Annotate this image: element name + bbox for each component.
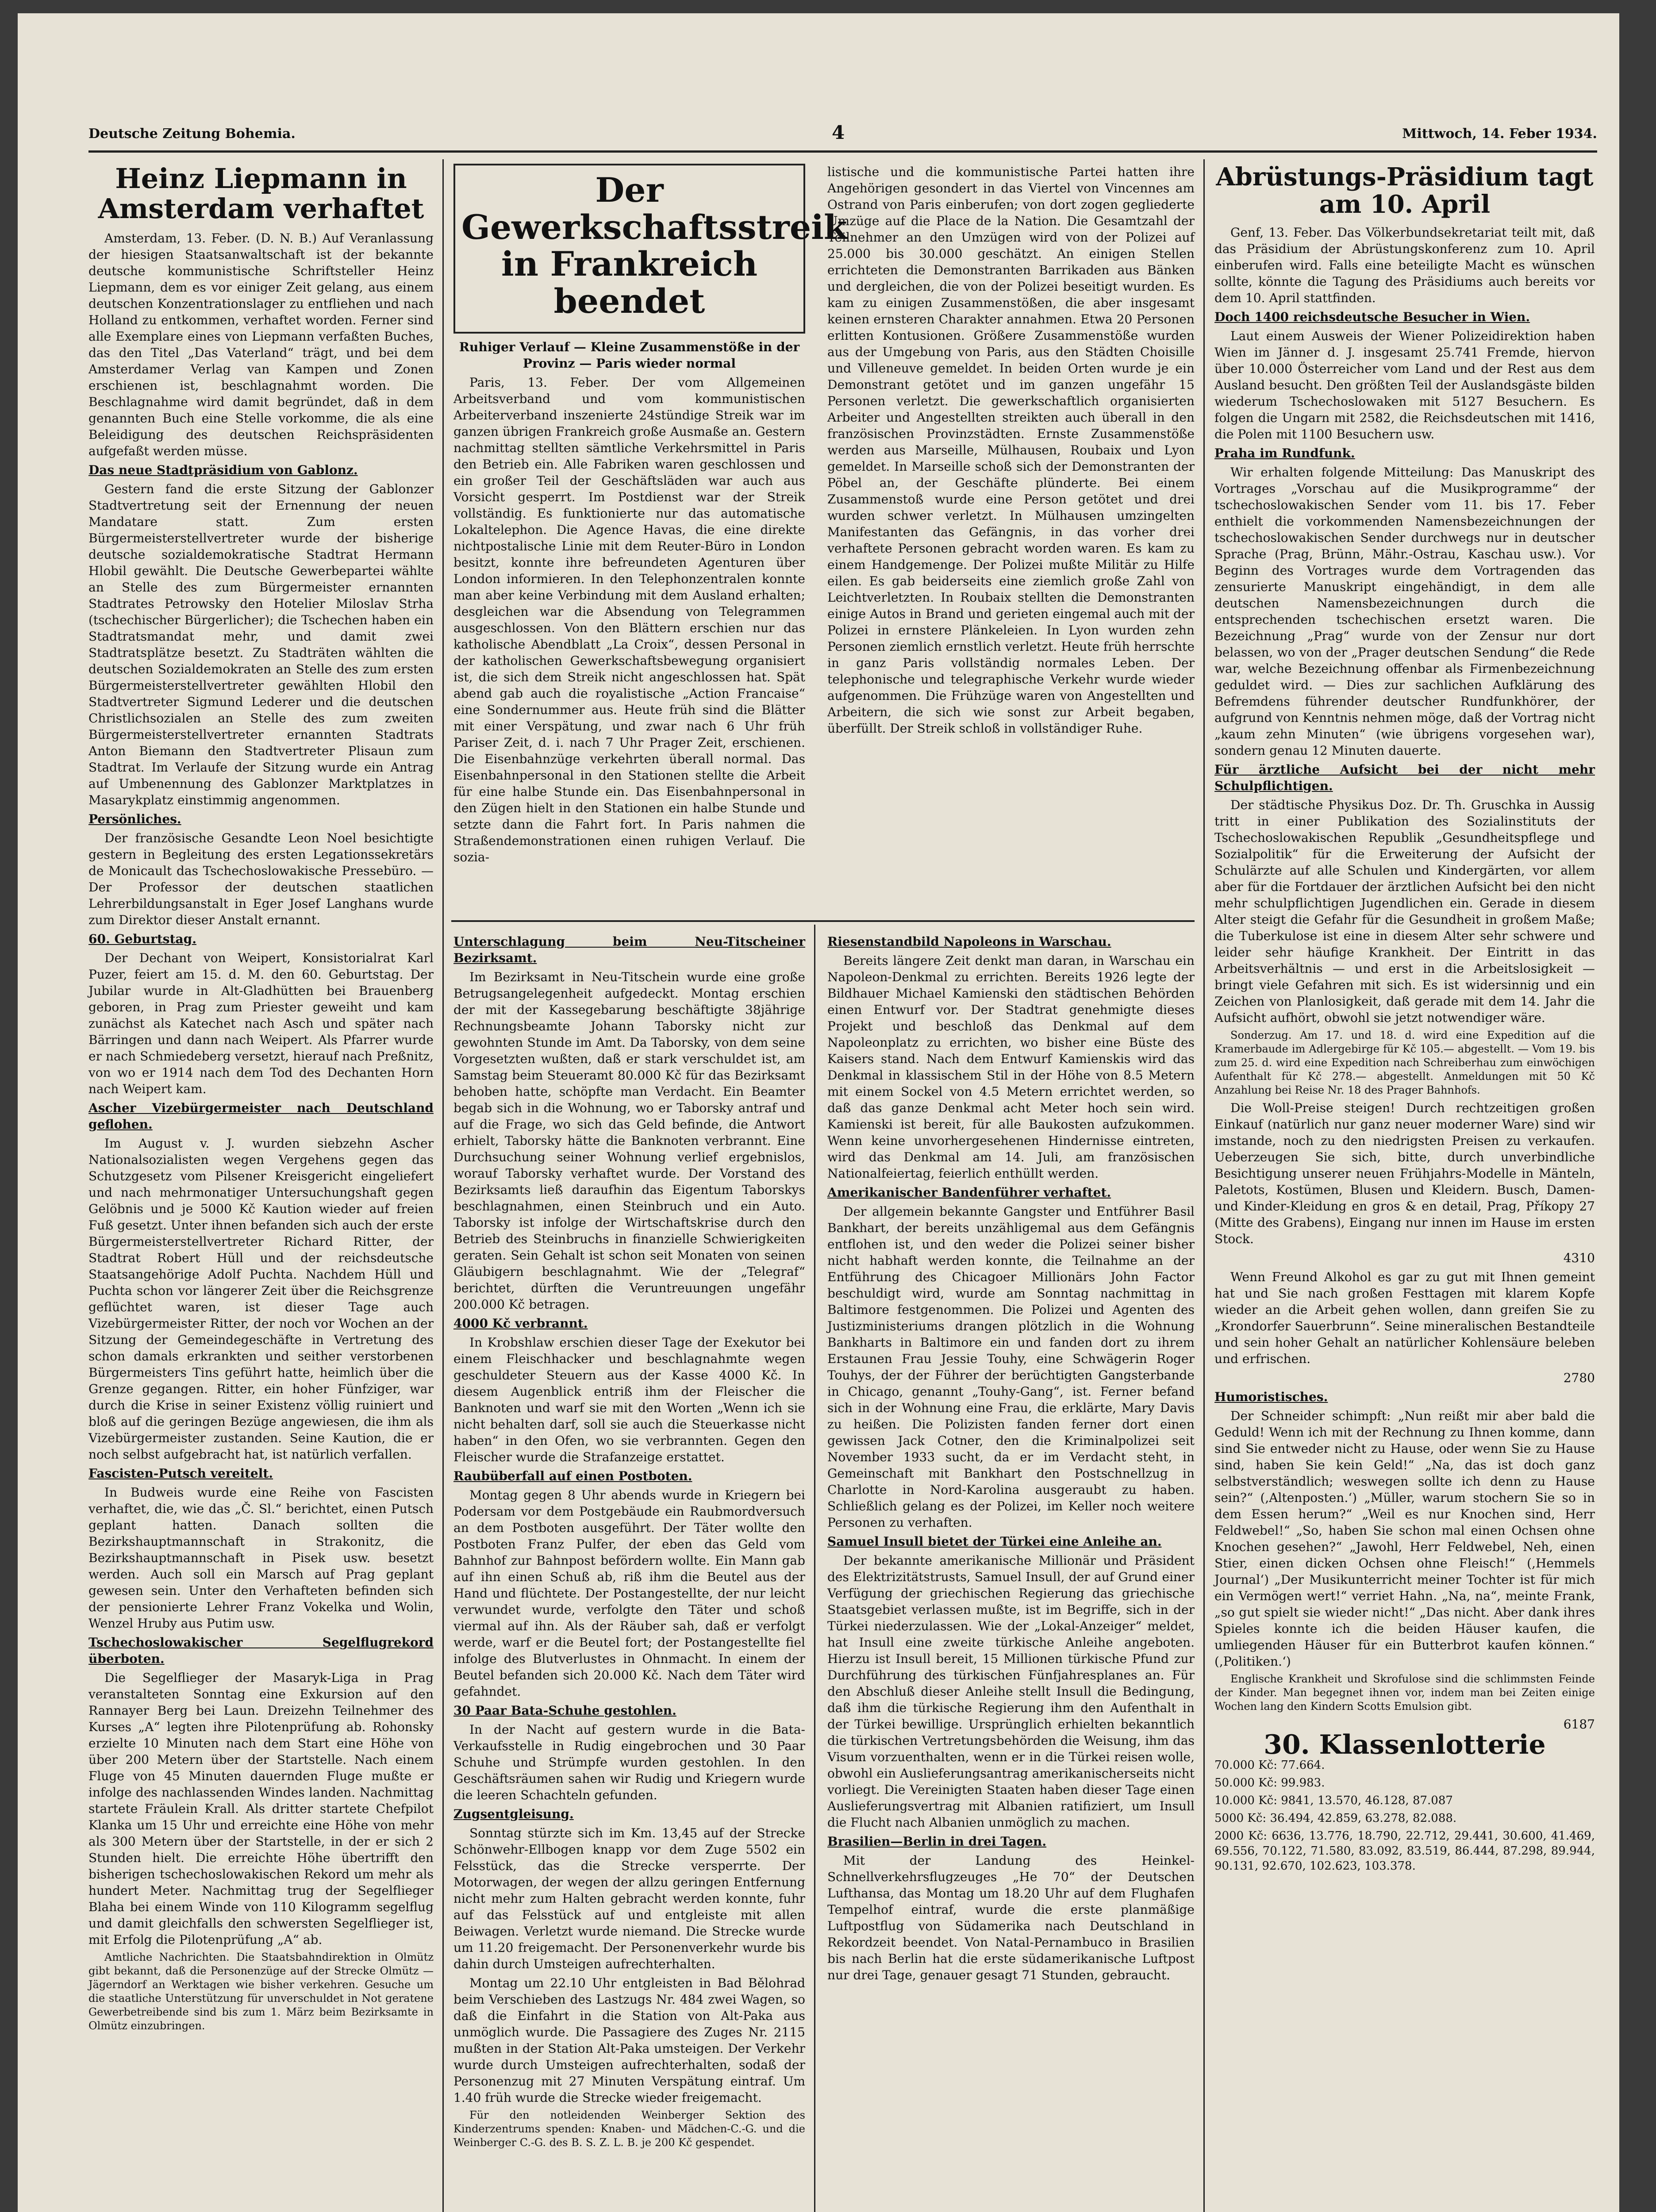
article-subtitle: Ruhiger Verlauf — Kleine Zusammenstöße in der Provinz — Paris wieder normal [459,340,800,371]
section-heading: Brasilien—Berlin in drei Tagen. [827,1834,1047,1849]
section-heading: 60. Geburtstag. [88,932,196,947]
article-text: Sonntag stürzte sich im Km. 13,45 auf der Strecke Schönwehr-Ellbogen knapp vor dem Zuge 5502 ein Felsstück, das die Strecke versperrte. Der Motorwagen, der wegen der allzu geringen Entfernung nicht mehr zum Halten gebracht werden konnte, fuhr auf das Felsstück auf und entgleiste mit allen Beiwagen. Verletzt wurde niemand. Die Strecke wurde um 11.20 freigemacht. Der Personenverkehr wurde bis dahin durch Umsteigen aufrechterhalten. [453,1826,805,1971]
column-rule [1203,159,1205,2212]
article-text: Montag um 22.10 Uhr entgleisten in Bad Bělohrad beim Verschieben des Lastzugs Nr. 484 zwei Wagen, so daß die Einfahrt in die Station von Alt-Paka aus unmöglich wurde. Die Passagiere des Zuges Nr. 2115 mußten in der Station Alt-Paka umsteigen. Der Verkehr wurde durch Umsteigen aufrechterhalten, sodaß der Personenzug mit 27 Minuten Verspätung eintraf. Um 1.40 früh wurde die Strecke wieder freigemacht. [453,1976,805,2105]
column-2-bottom [453,933,805,2212]
section-heading: Fascisten-Putsch vereitelt. [88,1466,273,1481]
article-text: Paris, 13. Feber. Der vom Allgemeinen Arbeitsverband und vom kommunistischen Arbeiterverband inszenierte 24stündige Streik war im ganzen übrigen Frankreich große Ausmaße an. Gestern nachmittag stellten sämtliche Verkehrsmittel in Paris den Betrieb ein. Alle Fabriken waren geschlossen und ein großer Teil der Geschäftsläden war auch aus Vorsicht gesperrt. Im Postdienst war der Streik vollständig. Es funktionierte nur das automatische Lokaltelephon. Die Agence Havas, die eine direkte nichtpostalische Linie mit dem Reuter-Büro in London besitzt, konnte ihre befreundeten Agenturen über London informieren. In den Telephonzentralen konnte man aber keine Verbindung mit dem Ausland erhalten; desgleichen war die Absendung von Telegrammen ausgeschlossen. Von den Blättern erschien nur das katholische Abendblatt „La Croix“, dessen Personal in der katholischen Gewerkschaftsbewegung organisiert ist, die sich dem Streik nicht angeschlossen hat. Spät abend gab auch die royalistische „Action Francaise“ eine Sondernummer aus. Heute früh sind die Blätter mit einer Verspätung, und zwar nach 6 Uhr früh Pariser Zeit, d. i. nach 7 Uhr Prager Zeit, erschienen. Die Eisenbahnzüge verkehrten überall normal. Das Eisenbahnpersonal in den Stationen stellte die Arbeit für eine halbe Stunde ein. Das Eisenbahnpersonal in den Zügen hielt in den Stationen ein halbe Stunde und setzte dann die Fahrt fort. In Paris nahmen die Straßendemonstrationen einen ruhigen Verlauf. Die sozia- [453,375,805,865]
article-text: Für den notleidenden Weinberger Sektion des Kinderzentrums spenden: Knaben- und Mädchen-C.-G. und die Weinberger C.-G. des B. S. Z. L. B. je 200 Kč gespendet. [453,2109,805,2149]
article-text: Bereits längere Zeit denkt man daran, in Warschau ein Napoleon-Denkmal zu errichten. Bereits 1926 legte der Bildhauer Michael Kamienski den städtischen Behörden einen Entwurf vor. Der Stadtrat genehmigte dieses Projekt und beschloß das Denkmal auf dem Napoleonplatz zu errichten, wo bisher eine Büste des Kaisers stand. Nach dem Entwurf Kamienskis wird das Denkmal in klassischem Stil in der Höhe von 8.5 Metern mit einem Sockel von 4.5 Metern errichtet werden, so daß das ganze Denkmal acht Meter hoch sein wird. Kamienski ist bereit, für alle Baukosten aufzukommen. Wenn keine unvorhergesehenen Hindernisse eintreten, wird das Denkmal am 14. Juli, am französischen Nationalfeiertag, feierlich enthüllt werden. [827,953,1195,1181]
lottery-title: 30. Klassenlotterie [1264,1729,1546,1761]
article-text: Wir erhalten folgende Mitteilung: Das Manuskript des Vortrages „Vorschau auf die Musikprogramme“ der tschechoslowakischen Sender vom 11. bis 17. Feber enthielt die vorkommenden Namensbezeichnungen der tschechoslowakischen Sender durchwegs nur in deutscher Sprache (Prag, Brünn, Mähr.-Ostrau, Kaschau usw.). Vor Beginn des Vortrages wurde dem Vortragenden das zensurierte Manuskript eingehändigt, in dem alle deutschen Namensbezeichnungen durch die entsprechenden tschechischen ersetzt waren. Die Bezeichnung „Prag“ wurde von der Zensur nur dort belassen, wo von der „Prager deutschen Sendung“ die Rede war, welche Bezeichnung offenbar als Firmenbezeichnung geduldet wird. — Dies zur sachlichen Aufklärung des Befremdens führender deutscher Rundfunkhörer, der aufgrund von Kenntnis nehmen möge, daß der Vortrag nicht „kaum zehn Minuten“ (wie übrigens vorgesehen war), sondern genau 12 Minuten dauerte. [1214,465,1595,758]
issue-date: Mittwoch, 14. Feber 1934. [1402,126,1597,142]
section-rule [451,920,1195,922]
section-heading: Persönliches. [88,812,181,827]
article-text: Amtliche Nachrichten. Die Staatsbahndirektion in Olmütz gibt bekannt, daß die Personenzüge auf der Strecke Olmütz — Jägerndorf an Werktagen wie bisher verkehren. Gesuche um die staatliche Unterstützung für unverschuldet in Not geratene Gewerbetreibende sind bis zum 1. März beim Bezirksamte in Olmütz einzubringen. [88,1951,434,2032]
column-2-top [453,164,847,916]
section-heading: Tschechoslowakischer Segelflugrekord überboten. [88,1635,434,1667]
section-heading: Raubüberfall auf einen Postboten. [453,1469,692,1483]
article-text: Der Schneider schimpft: „Nun reißt mir aber bald die Geduld! Wenn ich mit der Rechnung zu Ihnen komme, dann sind Sie entweder nicht zu Hause, oder wenn Sie zu Hause sind, haben Sie kein Geld!“ „Na, das ist doch ganz selbstverständlich; weswegen sollte ich denn zu Hause sein?“ (,Altenposten.‘) „Müller, warum stochern Sie so in dem Essen herum?“ „Weil es nur Knochen sind, Herr Feldwebel!“ „So, haben Sie schon mal einen Ochsen ohne Knochen gesehen?“ „Jawohl, Herr Feldwebel, Neh, einen Stier, einen dicken Ochsen ohne Fleisch!“ (,Hemmels Journal‘) „Der Musikunterricht meiner Tochter ist für mich ein Vermögen wert!“ verriet Hahn. „Na, na“, meinte Frank, „so gut spielt sie wieder nicht!“ „Das nicht. Aber dank ihres Spieles konnte ich die beiden Häuser kaufen, die umliegenden Häuser für ein Butterbrot kaufen können.“ (,Politiken.‘) [1214,1409,1595,1669]
lottery-row: 70.000 Kč: 77.664. [1214,1759,1325,1772]
article-text: Gestern fand die erste Sitzung der Gablonzer Stadtvertretung seit der Ernennung der neuen Mandatare statt. Zum ersten Bürgermeisterstellvertreter wurde der bisherige deutsche sozialdemokratische Stadtrat Hermann Hlobil gewählt. Die Deutsche Gewerbepartei wählte an Stelle des zum Bürgermeister ernannten Stadtrates Petrowsky den Hotelier Miloslav Strha (tschechischer Bürgerlicher); die Tschechen haben ein Stadtratsmandat mehr, und damit zwei Stadtratsplätze besetzt. Zu Stadträten wählten die deutschen Sozialdemokraten an Stelle des zum ersten Bürgermeisterstellvertreter gewählten Hlobil den Stadtvertreter Sigmund Lederer und die deutschen Christlichsozialen an Stelle des zum zweiten Bürgermeisterstellvertreter ernannten Stadtrats Anton Biemann den Stadtvertreter Plisaun zum Stadtrat. Im Verlaufe der Sitzung wurde ein Antrag auf Umbenennung des Gablonzer Marktplatzes in Masarykplatz einstimmig angenommen. [88,482,434,808]
article-text: Die Segelflieger der Masaryk-Liga in Prag veranstalteten Sonntag eine Exkursion auf den Rannayer Berg bei Laun. Dreizehn Teilnehmer des Kurses „A“ legten ihre Pilotenprüfung ab. Rohonsky erzielte 10 Minuten nach dem Start eine Höhe von über 200 Metern über der Startstelle. Nach einem Fluge von 45 Minuten dauernden Fluge mußte er infolge des nachlassenden Windes landen. Nachmittag startete Fräulein Krall. Als dritter startete Chefpilot Klanka um 15 Uhr und erreichte eine Höhe von mehr als 300 Metern über der Startstelle, in der er sich 2 Stunden hielt. Die erreichte Höhe übertrifft den bisherigen tschechoslowakischen Rekord um mehr als hundert Meter. Nachmittag trug der Segelflieger Blaha bei einem Winde von 110 Kilogramm segelflug und damit gleichfalls den schwersten Segelflieger ist, mit Erfolg die Pilotenprüfung „A“ ab. [88,1671,434,1947]
section-heading: Unterschlagung beim Neu-Titscheiner Bezirksamt. [453,934,805,965]
section-heading: Riesenstandbild Napoleons in Warschau. [827,934,1111,949]
ad-number: 6187 [1563,1717,1595,1732]
ad-number: 4310 [1563,1251,1595,1266]
article-text: Mit der Landung des Heinkel-Schnellverkehrsflugzeuges „He 70“ der Deutschen Lufthansa, das Montag um 18.20 Uhr auf dem Flughafen Tempelhof eintraf, wurde die erste planmäßige Luftpostflug von Südamerika nach Deutschland in Rekordzeit beendet. Von Natal-Pernambuco in Brasilien bis nach Berlin hat die erste südamerikanische Luftpost nur drei Tage, genauer gesagt 71 Stunden, gebraucht. [827,1853,1195,1982]
lottery-row: 50.000 Kč: 99.983. [1214,1776,1325,1790]
section-heading: Das neue Stadtpräsidium von Gablonz. [88,463,358,478]
section-heading: Ascher Vizebürgermeister nach Deutschland geflohen. [88,1101,434,1132]
headline-box [453,164,847,334]
article-title-liepmann: Heinz Liepmann in Amsterdam verhaftet [98,162,424,225]
section-heading: Für ärztliche Aufsicht bei der nicht mehr Schulpflichtigen. [1214,762,1595,794]
page-header [88,119,1597,153]
advertisement-text: Englische Krankheit und Skrofulose sind die schlimmsten Feinde der Kinder. Man begegnet ihnen vor, indem man bei Zeiten einige Wochen lang den Kindern Scotts Emulsion gibt. [1214,1673,1595,1713]
article-text: Der allgemein bekannte Gangster und Entführer Basil Bankhart, der bereits unzähligemal aus dem Gefängnis entflohen ist, und den weder die Polizei seiner bisher nicht habhaft werden konnte, die Teilnahme an der Entführung des Chicagoer Millionärs John Factor beschuldigt wird, wurde am Sonntag nachmittag in Baltimore festgenommen. Die Polizei und Agenten des Justizministeriums drangen plötzlich in die Wohnung Bankharts in Baltimore ein und fanden dort zu ihrem Erstaunen Frau Jessie Touhy, eine Schwägerin Roger Touhys, der der Führer der berüchtigten Gangsterbande in Chicago, genannt „Touhy-Gang“, ist. Ferner befand sich in der Wohnung eine Frau, die erklärte, Mary Davis zu heißen. Die Polizisten fanden ferner dort einen gewissen Jack Cotner, den die Kriminalpolizei seit November 1933 sucht, da er im Verdacht steht, in Gemeinschaft mit Bankhart den Postschnellzug in Charlotte in Nord-Karolina ausgeraubt zu haben. Schließlich gelang es der Polizei, im Keller noch weitere Personen zu verhaften. [827,1204,1195,1530]
article-text: Der bekannte amerikanische Millionär und Präsident des Elektrizitätstrusts, Samuel Insull, der auf Grund einer Verfügung der griechischen Regierung das griechische Staatsgebiet verlassen mußte, ist im Begriffe, sich in der Türkei niederzulassen. Wie der „Lokal-Anzeiger“ meldet, hat Insull eine zweite türkische Anleihe angeboten. Hierzu ist Insull bereit, 15 Millionen türkische Pfund zur Durchführung des türkischen Fünfjahresplanes an. Für den Abschluß dieser Anleihe stellt Insull die Bedingung, daß ihm die türkische Regierung ihm den Aufenthalt in der Türkei bewillige. Ursprünglich erhielten bekanntlich die türkischen Vertretungsbehörden die Weisung, ihm das Visum vorzuenthalten, wenn er in die Türkei reisen wolle, obwohl ein Auslieferungsantrag amerikanischerseits nicht vorliegt. Die Vereinigten Staaten haben dieser Tage einen Auslieferungsvertrag mit Albanien ratifiziert, um Insull die Flucht nach Albanien unmöglich zu machen. [827,1553,1195,1830]
article-title-strike: Der Gewerkschaftsstreik in Frankreich beendet [461,170,847,321]
section-heading: 30 Paar Bata-Schuhe gestohlen. [453,1703,676,1718]
section-heading: Praha im Rundfunk. [1214,446,1355,461]
section-heading: 4000 Kč verbrannt. [453,1316,588,1331]
article-text: In Budweis wurde eine Reihe von Fascisten verhaftet, die, wie das „Č. Sl.“ berichtet, einen Putsch geplant hatten. Danach sollten die Bezirkshauptmannschaft in Strakonitz, die Bezirkshauptmannschaft in Pisek usw. besetzt werden. Auch soll ein Marsch auf Prag geplant gewesen sein. Unter den Verhafteten befinden sich der pensionierte Lehrer Franz Vokelka und Wolin, Wenzel Hruby aus Putim usw. [88,1485,434,1631]
page-number: 4 [832,122,845,143]
advertisement-text: Die Woll-Preise steigen! Durch rechtzeitigen großen Einkauf (natürlich nur ganz neuer moderner Ware) sind wir imstande, noch zu den niedrigsten Preisen zu verkaufen. Ueberzeugen Sie sich, bitte, durch unverbindliche Besichtigung unserer neuen Frühjahrs-Modelle in Mänteln, Paletots, Kostümen, Blusen und Kleidern. Busch, Damen- und Kinder-Kleidung en gros & en detail, Prag, Příkopy 27 (Mitte des Grabens), Eingang nur innen im Hause im ersten Stock. [1214,1101,1595,1247]
section-heading: Zugsentgleisung. [453,1807,574,1821]
article-text: Amsterdam, 13. Feber. (D. N. B.) Auf Veranlassung der hiesigen Staatsanwaltschaft ist der bekannte deutsche kommunistische Schriftsteller Heinz Liepmann, dem es vor einiger Zeit gelang, aus einem deutschen Konzentrationslager zu entfliehen und nach Holland zu entkommen, verhaftet worden. Ferner sind alle Exemplare eines von Liepmann verfaßten Buches, das den Titel „Das Vaterland“ trägt, und bei dem Amsterdamer Verlag van Kampen und Zonen erschienen ist, beschlagnahmt worden. Die Beschlagnahme wird damit begründet, daß in dem genannten Buch eine Stelle vorkomme, die als eine Beleidigung des deutschen Reichspräsidenten aufgefaßt werden müsse. [88,231,434,459]
article-title-disarmament: Abrüstungs-Präsidium tagt am 10. April [1216,162,1594,219]
article-text: In Krobshlaw erschien dieser Tage der Exekutor bei einem Fleischhacker und beschlagnahmte wegen geschuldeter Steuern aus der Kasse 4000 Kč. In diesem Augenblick entriß ihm der Fleischer die Banknoten und warf sie mit den Worten „Wenn ich sie nicht behalten darf, soll sie auch die Steuerkasse nicht haben“ in den Ofen, wo sie verbrannten. Gegen den Fleischer wurde die Strafanzeige erstattet. [453,1335,805,1464]
lottery-row: 10.000 Kč: 9841, 13.570, 46.128, 87.087 [1214,1794,1453,1808]
article-text: Montag gegen 8 Uhr abends wurde in Kriegern bei Podersam vor dem Postgebäude ein Raubmordversuch an dem Postboten ausgeführt. Der Täter wollte den Postboten Franz Pulfer, der eben das Geld vom Bahnhof zur Bahnpost befördern wollte. Ein Mann gab auf ihn einen Schuß ab, riß ihm die Beutel aus der Hand und flüchtete. Der Postangestellte, der nur leicht verwundet wurde, verfolgte den Täter und schoß viermal auf ihn. Als der Räuber sah, daß er verfolgt werde, warf er die Beutel fort; der Postangestellte fiel infolge des Blutverlustes in Ohnmacht. In einem der Beutel befanden sich 20.000 Kč. Nach dem Täter wird gefahndet. [453,1488,805,1699]
article-text: Der Dechant von Weipert, Konsistorialrat Karl Puzer, feiert am 15. d. M. den 60. Geburtstag. Der Jubilar wurde in Alt-Gladhütten bei Brauenberg geboren, in Prag zum Priester geweiht und kam zunächst als Katechet nach Asch und später nach Bärringen und dann nach Weipert. Als Pfarrer wurde er nach Schmiedeberg versetzt, hierauf nach Preßnitz, von wo er 1914 nach dem Tod des Dechanten Horn nach Weipert kam. [88,951,434,1097]
article-text: Im Bezirksamt in Neu-Titschein wurde eine große Betrugsangelegenheit aufgedeckt. Montag erschien der mit der Kassegebarung beschäftigte 38jährige Rechnungsbeamte Johann Taborsky nicht zur gewohnten Stunde im Amt. Da Taborsky, von dem seine Vorgesetzten wußten, daß er stark verschuldet ist, am Samstag beim Steueramt 80.000 Kč für das Bezirksamt behoben hatte, schöpfte man Verdacht. Ein Beamter begab sich in die Wohnung, wo er Taborsky antraf und auf die Frage, wo sich das Geld befinde, die Antwort erhielt, Taborsky hätte die Banknoten verbrannt. Eine Durchsuchung seiner Wohnung verlief ergebnislos, worauf Taborsky verhaftet wurde. Der Vorstand des Bezirksamts ließ daraufhin das Eigentum Taborskys beschlagnahmen, einen Steinbruch und ein Auto. Taborsky ist infolge der Wirtschaftskrise durch den Betrieb des Steinbruchs in finanzielle Schwierigkeiten geraten. Sein Gehalt ist schon seit Monaten von seinen Gläubigern beschlagnahmt. Wie der „Telegraf“ berichtet, dürften die Veruntreuungen ungefähr 200.000 Kč betragen. [453,970,805,1312]
advertisement-text: Wenn Freund Alkohol es gar zu gut mit Ihnen gemeint hat und Sie nach großen Festtagen mit klarem Kopfe wieder an die Arbeit gehen wollen, dann greifen Sie zu „Krondorfer Sauerbrunn“. Seine mineralischen Bestandteile und sein hoher Gehalt an natürlicher Kohlensäure beleben und erfrischen. [1214,1270,1595,1367]
article-text: Genf, 13. Feber. Das Völkerbundsekretariat teilt mit, daß das Präsidium der Abrüstungskonferenz zum 10. April einberufen wird. Falls eine beteiligte Macht es wünschen sollte, könnte die Tagung des Präsidiums auch bereits vor dem 10. April stattfinden. [1214,225,1595,306]
article-text: Der französische Gesandte Leon Noel besichtigte gestern in Begleitung des ersten Legationssekretärs de Monicault das Tschechoslowakische Pressebüro. — Der Professor der deutschen staatlichen Lehrerbildungsanstalt in Eger Josef Langhans wurde zum Direktor dieser Anstalt ernannt. [88,831,434,928]
newspaper-name: Deutsche Zeitung Bohemia. [88,126,296,142]
ad-number: 2780 [1563,1371,1595,1386]
section-heading: Humoristisches. [1214,1390,1328,1405]
section-heading: Samuel Insull bietet der Türkei eine Anleihe an. [827,1534,1162,1549]
column-1 [88,164,434,2212]
article-text: Im August v. J. wurden siebzehn Ascher Nationalsozialisten wegen Vergehens gegen das Schutzgesetz vom Pilsener Kreisgericht eingeliefert und nach mehrmonatiger Untersuchungshaft gegen Gelöbnis und je 5000 Kč Kaution wieder auf freien Fuß gesetzt. Unter ihnen befanden sich auch der erste Bürgermeisterstellvertreter Richard Ritter, der Stadtrat Robert Hüll und der reichsdeutsche Staatsangehörige Adolf Puchta. Nachdem Hüll und Puchta schon vor längerer Zeit über die Reichsgrenze geflüchtet waren, ist dieser Tage auch Vizebürgermeister Ritter, der noch vor Wochen an der Sitzung der Gemeindegeschäfte in Vertretung des schon damals erkrankten und seither verstorbenen Bürgermeisters Tins geführt hatte, heimlich über die Grenze gegangen. Ritter, ein hoher Fünfziger, war durch die Krise in seiner Existenz völlig ruiniert und bloß auf die geringen Bezüge angewiesen, die ihm als Vizebürgermeister zustanden. Seine Kaution, die er noch selbst aufgebracht hat, ist natürlich verfallen. [88,1136,434,1462]
column-rule [814,925,815,2212]
article-text: Laut einem Ausweis der Wiener Polizeidirektion haben Wien im Jänner d. J. insgesamt 25.741 Fremde, hiervon über 10.000 Österreicher vom Land und der Rest aus dem Ausland besucht. Den größten Teil der Auslandsgäste bilden wiederum Tschechoslowaken mit 5127 Besuchern. Es folgen die Ungarn mit 2582, die Reichsdeutschen mit 1416, die Polen mit 1100 Besuchern usw. [1214,329,1595,442]
advertisement-text: Sonderzug. Am 17. und 18. d. wird eine Expedition auf die Kramerbaude im Adlergebirge für Kč 105.— abgestellt. — Vom 19. bis zum 25. d. wird eine Expedition nach Schreiberhau zum einwöchigen Aufenthalt für Kč 278.— abgestellt. Anmeldungen mit 50 Kč Anzahlung bei Reise Nr. 18 des Prager Bahnhofs. [1214,1029,1595,1097]
section-heading: Amerikanischer Bandenführer verhaftet. [827,1185,1111,1200]
section-heading: Doch 1400 reichsdeutsche Besucher in Wien. [1214,310,1530,325]
column-rule [442,159,444,2212]
column-3-top [827,164,1195,916]
article-text: In der Nacht auf gestern wurde in die Bata-Verkaufsstelle in Rudig eingebrochen und 30 Paar Schuhe und Strümpfe wurden gestohlen. In den Geschäftsräumen sahen wir Rudig und Kriegern wurde die leeren Schachteln gefunden. [453,1722,805,1802]
newspaper-page [18,13,1619,2212]
column-4 [1214,164,1595,2212]
column-3-bottom [827,933,1195,2212]
article-text: Der städtische Physikus Doz. Dr. Th. Gruschka in Aussig tritt in einer Publikation des Sozialinstituts der Tschechoslowakischen Republik „Gesundheitspflege und Sozialpolitik“ für die Erweiterung der Aufsicht der Schulärzte auf alle Schulen und Kindergärten, vor allem aber für die Fortdauer der ärztlichen Aufsicht bei den nicht mehr schulpflichtigen Jugendlichen ein. Gerade in diesem Alter steigt die Gefahr für die Gesundheit in großem Maße; die Tuberkulose ist eine in diesem Alter sehr schwere und leider sehr häufige Krankheit. Der Eintritt in das Arbeitsverhältnis — und erst in die Arbeitslosigkeit — bringt viele Gefahren mit sich. Es ist widersinnig und ein Zeichen von Planlosigkeit, daß gerade mit dem 14. Jahr die Aufsicht aufhört, obwohl sie jetzt notwendiger wäre. [1214,798,1595,1025]
lottery-row: 2000 Kč: 6636, 13.776, 18.790, 22.712, 29.441, 30.600, 41.469, 69.556, 70.122, 71.580, 83.092, 83.519, 86.444, 87.298, 89.944, 90.131, 92.670, 102.623, 103.378. [1214,1829,1595,1873]
lottery-row: 5000 Kč: 36.494, 42.859, 63.278, 82.088. [1214,1812,1457,1825]
article-text: listische und die kommunistische Partei hatten ihre Angehörigen gesondert in das Viertel von Vincennes am Ostrand von Paris einberufen; von dort zogen gegliederte Umzüge auf die Place de la Nation. Die Gesamtzahl der Teilnehmer an den Umzügen wird von der Polizei auf 25.000 bis 30.000 geschätzt. An einigen Stellen errichteten die Demonstranten Barrikaden aus Bänken und dergleichen, die von der Polizei beseitigt wurden. Es kam zu einigen Zusammenstößen, die aber insgesamt keinen ernsteren Charakter annahmen. Etwa 20 Personen erlitten Kontusionen. Größere Zusammenstöße wurden aus der Umgebung von Paris, aus den Städten Choisille und Villeneuve gemeldet. In beiden Orten wurde je ein Demonstrant getötet und im ganzen ungefähr 15 Personen verletzt. Die gewerkschaftlich organisierten Arbeiter und Angestellten streikten auch überall in den französischen Provinzstädten. Ernste Zusammenstöße werden aus Marseille, Mülhausen, Roubaix und Lyon gemeldet. In Marseille schoß sich der Demonstranten der Pöbel an, der Geschäfte plünderte. Bei einem Zusammenstoß wurde eine Person getötet und drei wurden schwer verletzt. In Mülhausen umzingelten Manifestanten das Gefängnis, in das vorher drei verhaftete Personen gebracht worden waren. Es kam zu einem Handgemenge. Der Polizei mußte Militär zu Hilfe eilen. Es gab beiderseits eine ziemlich große Zahl von Leichtverletzten. In Roubaix stellten die Demonstranten einige Autos in Brand und gerieten eingemal auch mit der Polizei in ernstere Plänkeleien. In Lyon wurden zehn Personen ziemlich ernstlich verletzt. Heute früh herrschte in ganz Paris vollständig normales Leben. Der telephonische und telegraphische Verkehr wurde wieder aufgenommen. Die Frühzüge waren von Angestellten und Arbeitern, die sich wie sonst zur Arbeit begaben, überfüllt. Der Streik schloß in vollständiger Ruhe. [827,165,1195,736]
